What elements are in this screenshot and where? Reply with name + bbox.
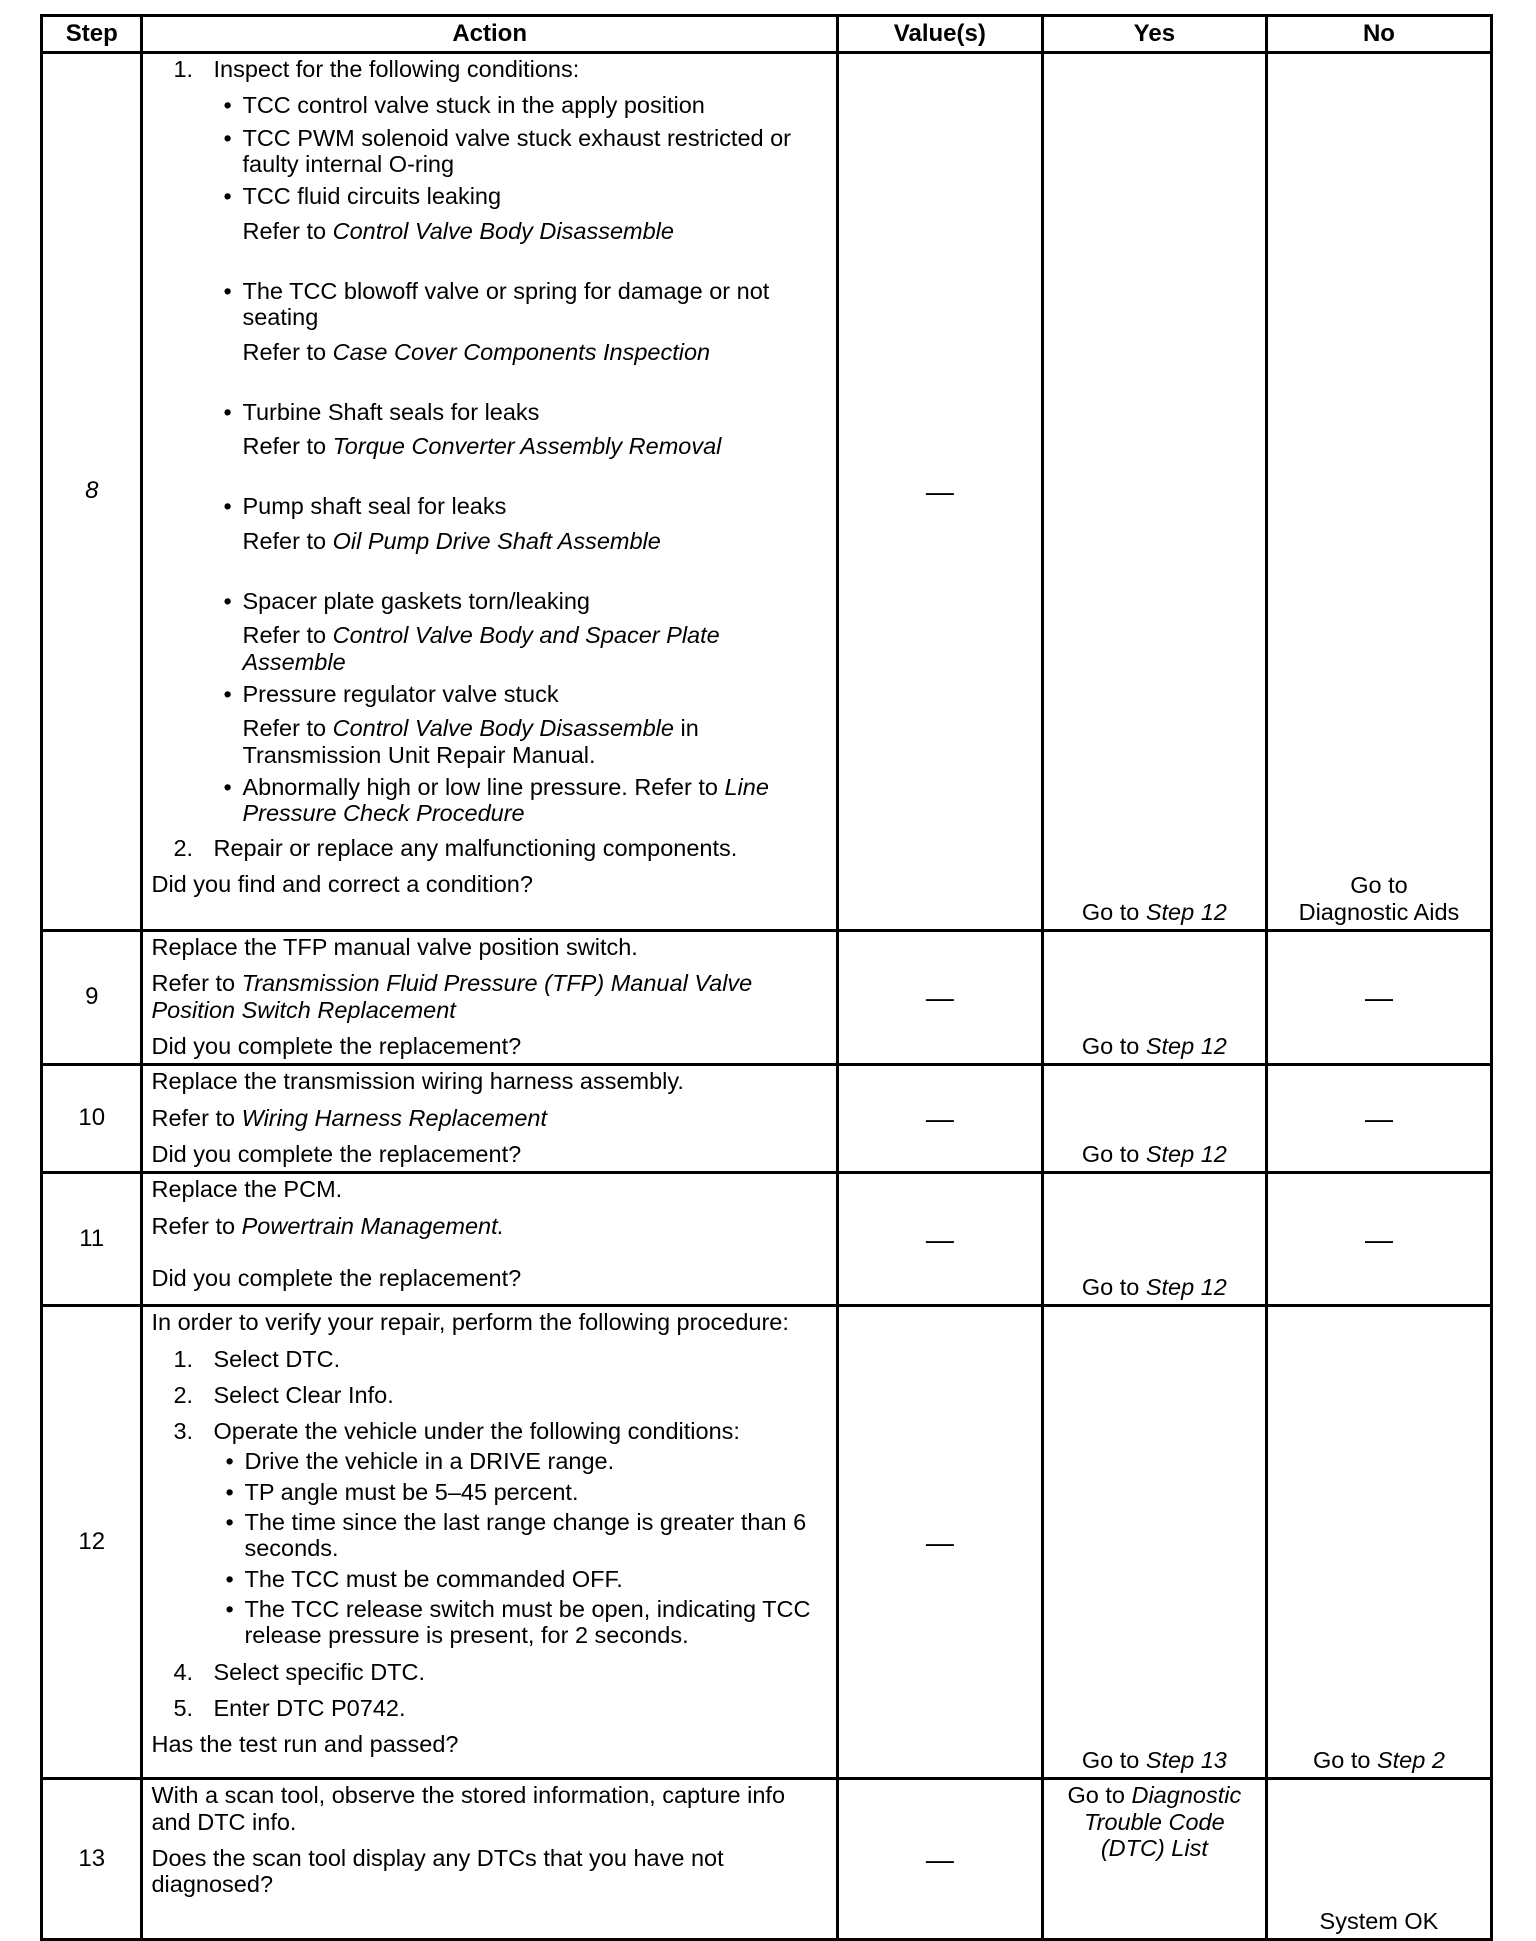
yes-prefix: Go to bbox=[1081, 1273, 1146, 1300]
yes-step-link: Step 13 bbox=[1145, 1746, 1227, 1773]
reference-link: Line Pressure Check Procedure bbox=[242, 773, 769, 827]
values-dash: — bbox=[837, 1065, 1042, 1173]
yes-step-link: Step 12 bbox=[1145, 898, 1227, 925]
no-dash: — bbox=[1266, 1065, 1491, 1173]
procedure-step: Select DTC. bbox=[213, 1345, 341, 1372]
refer-prefix: Refer to bbox=[242, 715, 333, 742]
yes-dtc-list-link: Diagnostic Trouble Code (DTC) List bbox=[1084, 1782, 1242, 1861]
refer-prefix: Refer to bbox=[242, 433, 333, 460]
step-number: 8 bbox=[42, 53, 142, 931]
yes-prefix: Go to bbox=[1081, 1746, 1146, 1773]
action-cell: 1. Inspect for the following conditions: • TCC control valve stuck in the apply position • TCC PWM solenoid valve stuck exhaust restricted or faulty internal O-ring • TCC fluid circuits leaking Refer to Control Valve Body Disassemble • The TCC blowoff valve or spring for damage or not seating Refer to Case Cover Components Inspection • Turbine Shaft seals for leaks Refer to Torque Converter Assembly Removal • Pump shaft seal for leaks Refer to Oil Pump Drive Shaft Assemble • Spacer plate gaskets torn/leaking Refer to Control Valve Body and Spacer Plate Assemble • Pressure regulator valve stuck Refer to Control Valve Body Disassemble in Transmission Unit Repair Manual. • Abnormally high or low line pressure. Refer to Line Pressure Check Procedure 2. Repair or replace any malfunctioning components. Did you find and correct a condition? bbox=[142, 53, 837, 931]
reference-link: Case Cover Components Inspection bbox=[332, 338, 711, 365]
yes-step-link: Step 12 bbox=[1145, 1032, 1227, 1059]
table-row-step-12 bbox=[42, 1306, 1492, 1779]
question-text: Did you find and correct a condition? bbox=[151, 870, 533, 897]
action-text: With a scan tool, observe the stored information, capture info and DTC info. bbox=[151, 1782, 786, 1835]
values-dash: — bbox=[837, 1173, 1042, 1306]
refer-prefix: Refer to bbox=[151, 1104, 242, 1131]
refer-suffix: in Transmission Unit Repair Manual. bbox=[242, 715, 699, 768]
procedure-step: Enter DTC P0742. bbox=[213, 1694, 406, 1721]
action-text: Replace the PCM. bbox=[151, 1176, 343, 1203]
no-step-link: Step 2 bbox=[1376, 1746, 1445, 1773]
reference-link: Transmission Fluid Pressure (TFP) Manual Valve Position Switch Replacement bbox=[151, 970, 753, 1023]
refer-prefix: Refer to bbox=[151, 970, 242, 997]
action-cell bbox=[142, 1173, 837, 1306]
action-cell bbox=[142, 931, 837, 1065]
question-text: Has the test run and passed? bbox=[151, 1731, 459, 1758]
table-row-step-10 bbox=[42, 1065, 1492, 1173]
intro-text: In order to verify your repair, perform the following procedure: bbox=[151, 1309, 789, 1336]
condition-item: The TCC release switch must be open, indicating TCC release pressure is present, for 2 seconds. bbox=[244, 1596, 811, 1649]
step-number: 11 bbox=[42, 1173, 142, 1306]
values-dash: — bbox=[837, 1779, 1042, 1940]
no-dash: — bbox=[1266, 931, 1491, 1065]
diagnostic-table bbox=[40, 14, 1493, 1941]
no-cell bbox=[1266, 53, 1491, 931]
table-row-step-8 bbox=[42, 53, 1492, 931]
no-diagnostic-aids-link: Diagnostic Aids bbox=[1298, 898, 1460, 925]
inspect-text: Inspect for the following conditions: bbox=[213, 56, 580, 82]
action-cell bbox=[142, 1065, 837, 1173]
no-cell bbox=[1266, 1779, 1491, 1940]
reference-link: Powertrain Management. bbox=[241, 1212, 505, 1239]
refer-prefix: Refer to bbox=[242, 622, 333, 649]
header-action: Action bbox=[142, 16, 837, 53]
no-line-1: Go to bbox=[1350, 872, 1408, 899]
question-text: Did you complete the replacement? bbox=[151, 1140, 522, 1167]
yes-step-link: Step 12 bbox=[1145, 1273, 1227, 1300]
table-row-step-13 bbox=[42, 1779, 1492, 1940]
condition-item: Turbine Shaft seals for leaks bbox=[242, 398, 540, 425]
header-values: Value(s) bbox=[837, 16, 1042, 53]
no-dash: — bbox=[1266, 1173, 1491, 1306]
question-text: Does the scan tool display any DTCs that you have not diagnosed? bbox=[151, 1844, 724, 1898]
action-cell: In order to verify your repair, perform the following procedure: 1. Select DTC. 2. Select Clear Info. 3. Operate the vehicle under the following conditions: • Drive the vehicle in a DRIVE range. • TP angle must be 5–45 percent. • The time since the last range change is greater than 6 seconds. • The TCC must be commanded OFF. • The TCC release switch must be open, indicating TCC release pressure is present, for 2 seconds. 4. Select specific DTC. 5. Enter DTC P0742. Has the test run and passed? bbox=[142, 1306, 837, 1779]
yes-cell bbox=[1042, 53, 1266, 931]
repair-text: Repair or replace any malfunctioning components. bbox=[213, 834, 738, 861]
values-dash: — bbox=[837, 1306, 1042, 1779]
reference-link: Oil Pump Drive Shaft Assemble bbox=[332, 527, 661, 554]
reference-link: Wiring Harness Replacement bbox=[241, 1104, 548, 1131]
refer-prefix: Refer to bbox=[242, 217, 333, 244]
condition-item: The TCC must be commanded OFF. bbox=[244, 1565, 623, 1592]
header-no: No bbox=[1266, 16, 1491, 53]
condition-item: The time since the last range change is greater than 6 seconds. bbox=[244, 1509, 807, 1562]
yes-cell bbox=[1042, 931, 1266, 1065]
yes-cell bbox=[1042, 1779, 1266, 1940]
procedure-step: Select Clear Info. bbox=[213, 1381, 394, 1408]
question-text: Did you complete the replacement? bbox=[151, 1264, 522, 1291]
refer-prefix: Refer to bbox=[242, 527, 333, 554]
refer-prefix: Refer to bbox=[151, 1212, 242, 1239]
condition-item: Spacer plate gaskets torn/leaking bbox=[242, 588, 590, 615]
reference-link: Torque Converter Assembly Removal bbox=[332, 433, 722, 460]
condition-item: Pressure regulator valve stuck bbox=[242, 681, 559, 707]
step-number: 10 bbox=[42, 1065, 142, 1173]
yes-cell bbox=[1042, 1173, 1266, 1306]
question-text: Did you complete the replacement? bbox=[151, 1032, 522, 1059]
yes-prefix: Go to bbox=[1081, 898, 1146, 925]
procedure-step: Operate the vehicle under the following conditions: bbox=[213, 1418, 740, 1445]
yes-cell bbox=[1042, 1306, 1266, 1779]
action-cell bbox=[142, 1779, 837, 1940]
no-prefix: Go to bbox=[1312, 1746, 1377, 1773]
header-yes: Yes bbox=[1042, 16, 1266, 53]
no-cell bbox=[1266, 1306, 1491, 1779]
yes-step-link: Step 12 bbox=[1145, 1140, 1227, 1167]
step-number: 13 bbox=[42, 1779, 142, 1940]
condition-item: Pump shaft seal for leaks bbox=[242, 493, 507, 520]
condition-item: TCC PWM solenoid valve stuck exhaust restricted or faulty internal O-ring bbox=[242, 124, 792, 177]
condition-item: Drive the vehicle in a DRIVE range. bbox=[244, 1448, 615, 1475]
header-step: Step bbox=[42, 16, 142, 53]
header-row bbox=[42, 16, 1492, 53]
step-number: 12 bbox=[42, 1306, 142, 1779]
condition-item: TP angle must be 5–45 percent. bbox=[244, 1478, 579, 1505]
values-dash: — bbox=[837, 931, 1042, 1065]
yes-prefix: Go to bbox=[1067, 1782, 1132, 1809]
table-row-step-11 bbox=[42, 1173, 1492, 1306]
action-text: Replace the TFP manual valve position switch. bbox=[151, 934, 638, 960]
step-number: 9 bbox=[42, 931, 142, 1065]
system-ok-text: System OK bbox=[1319, 1907, 1439, 1934]
yes-cell bbox=[1042, 1065, 1266, 1173]
action-text: Replace the transmission wiring harness assembly. bbox=[151, 1068, 684, 1095]
table-row-step-9 bbox=[42, 931, 1492, 1065]
refer-prefix: Refer to bbox=[242, 338, 333, 365]
condition-item: The TCC blowoff valve or spring for damage or not seating bbox=[242, 277, 770, 331]
condition-item: TCC fluid circuits leaking bbox=[242, 183, 502, 210]
yes-prefix: Go to bbox=[1081, 1140, 1146, 1167]
reference-link: Control Valve Body Disassemble bbox=[332, 217, 674, 244]
values-dash: — bbox=[837, 53, 1042, 931]
reference-link: Control Valve Body Disassemble bbox=[332, 715, 674, 742]
procedure-step: Select specific DTC. bbox=[213, 1658, 426, 1685]
yes-prefix: Go to bbox=[1081, 1032, 1146, 1059]
reference-link: Control Valve Body and Spacer Plate Assemble bbox=[242, 622, 720, 675]
condition-item: Abnormally high or low line pressure. Refer to bbox=[242, 773, 725, 800]
condition-item: TCC control valve stuck in the apply position bbox=[242, 92, 705, 119]
